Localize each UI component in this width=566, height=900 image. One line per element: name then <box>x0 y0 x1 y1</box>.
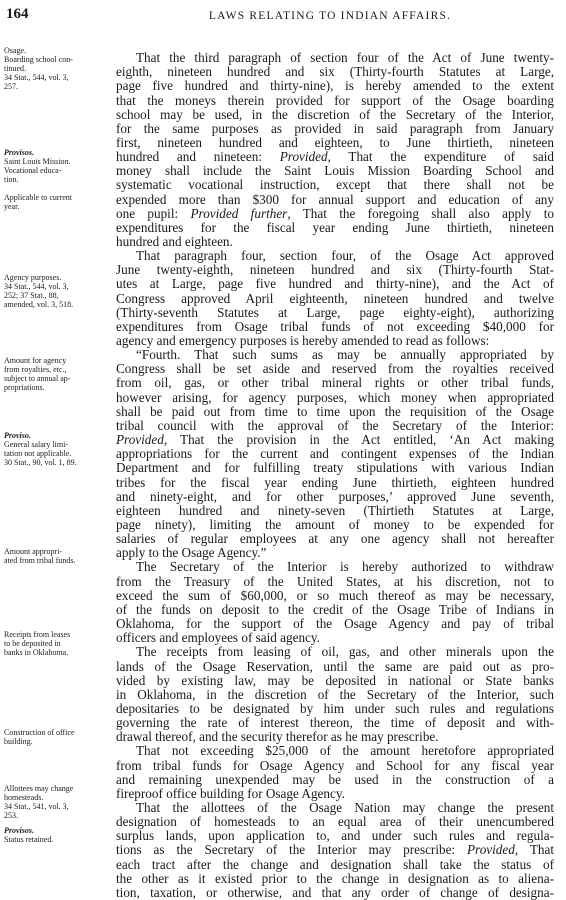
body-line: from tribal funds for Osage Agency and School for any fiscal year <box>116 757 554 773</box>
margin-note-status-retained: Provisos. Status retained. <box>4 826 54 844</box>
body-line: (Thirty-seventh Statutes at Large, page eighty-eight), authorizing <box>116 304 554 320</box>
body-line: That the allottees of the Osage Nation may change the present <box>136 800 554 815</box>
body-line: each tract after the change and designation shall take the status of <box>116 856 554 872</box>
body-line: tions as the Secretary of the Interior may prescribe: Provided, That <box>116 842 554 858</box>
margin-note-receipts: Receipts from leases to be deposited in banks in Oklahoma. <box>4 630 71 657</box>
body-line: in Oklahoma, in the discretion of the Secretary of the Interior, such <box>116 686 554 702</box>
body-line: money shall include the Saint Louis Mission Boarding School and <box>116 163 554 179</box>
margin-note-construction: Construction of office building. <box>4 728 75 746</box>
body-line: eighth, nineteen hundred and six (Thirty-fourth Statutes at Large, <box>116 64 554 80</box>
margin-note-proviso: Proviso. General salary limi- tation not applicable. 30 Stat., 90, vol. 1, 89. <box>4 431 77 467</box>
margin-note-amount-agency: Amount for agency from royalties, etc., subject to annual ap- propriations. <box>4 356 71 392</box>
body-line: tribes for the fiscal year ending June thirtieth, eighteen hundred <box>116 474 554 490</box>
margin-note-allottees: Allottees may change homesteads. 34 Stat., 541, vol. 3, 253. <box>4 784 74 820</box>
body-line: tribal council with the approval of the Secretary of the Interior: <box>116 417 554 433</box>
body-line: designation of homesteads to an equal area of their unencumbered <box>116 814 554 830</box>
body-line: That the third paragraph of section four of the Act of June twenty- <box>136 50 554 65</box>
body-line: Congress shall be set aside and reserved from the royalties received <box>116 361 554 377</box>
body-line: tion, taxation, or otherwise, and that any order of change of designa- <box>116 884 554 900</box>
body-line: Oklahoma, for the support of the Osage Agency and pay of tribal <box>116 616 554 631</box>
body-line: exceed the sum of $60,000, or so much thereof as may be necessary, <box>116 587 554 603</box>
body-line: first, nineteen hundred and eighteen, to June thirtieth, nineteen <box>116 134 554 150</box>
body-line: school may be used, in the discretion of the Secretary of the Interior, <box>116 106 554 122</box>
body-line: fireproof office building for Osage Agency. <box>116 785 345 801</box>
margin-note-osage: Osage. Boarding school con- tinued. 34 Stat., 544, vol. 3, 257. <box>4 46 73 91</box>
margin-note-agency-purposes: Agency purposes. 34 Stat., 544, vol. 3, 252; 37 Stat., 88, amended, vol. 3, 518. <box>4 273 74 309</box>
body-line: appropriations for the current and contingent expenses of the Indian <box>116 446 554 462</box>
body-line: expenditures for the fiscal year ending June thirtieth, nineteen <box>116 219 554 235</box>
body-line: page five hundred and thirty-nine), is hereby amended to the extent <box>116 78 554 94</box>
body-line: of the funds on deposit to the credit of the Osage Tribe of Indians in <box>116 601 554 617</box>
body-line: expended more than $300 for annual support and education of any <box>116 191 554 207</box>
body-line: one pupil: Provided further, That the foregoing shall also apply to <box>116 205 555 221</box>
body-line: and ninety-eight, and for other purposes,’ approved June seventh, <box>116 488 554 504</box>
body-line: expenditures from Osage tribal funds of not exceeding $40,000 for <box>116 318 554 334</box>
body-line: Department and for fulfilling treaty stipulations with various Indian <box>116 460 554 476</box>
body-line: drawal thereof, and the security therefor as he may prescribe. <box>116 729 439 745</box>
body-line: for the same purposes as provided in said paragraph from January <box>116 120 554 136</box>
body-line: shall be paid out from time to time upon the requisition of the Osage <box>116 403 554 419</box>
page-number: 164 <box>6 6 29 22</box>
body-line: “Fourth. That such sums as may be annually appropriated by <box>136 347 554 363</box>
body-line: hundred and nineteen: Provided, That the expenditure of said <box>116 149 555 165</box>
running-title: LAWS RELATING TO INDIAN AFFAIRS. <box>208 10 452 22</box>
body-line: officers and employees of said agency. <box>116 630 320 646</box>
body-line: however arising, for agency purposes, which money when appropriated <box>116 389 554 405</box>
margin-note-amount-appropriated: Amount appropri- ated from tribal funds. <box>4 547 76 565</box>
body-line: depositaries to be designated by him under such rules and regulations <box>116 700 554 716</box>
body-line: eighteen hundred and ninety-seven (Thirtieth Statutes at Large, <box>116 502 554 518</box>
body-line: That not exceeding $25,000 of the amount heretofore appropriated <box>136 743 554 759</box>
body-line: from oil, gas, or other tribal mineral rights or other tribal funds, <box>116 375 554 391</box>
body-line: surplus lands, upon application to, and under such rules and regula- <box>116 828 554 844</box>
body-line: apply to the Osage Agency.” <box>116 545 267 561</box>
margin-note-provisos: Provisos. Saint Louis Mission. Vocational educa- tion. <box>4 148 71 184</box>
body-line: page ninety), limiting the amount of money to be expended for <box>116 517 554 532</box>
body-line: governing the rate of interest thereon, the time of deposit and with- <box>116 715 554 731</box>
body-line: and remaining unexpended may be used in the construction of a <box>116 771 554 787</box>
body-line: hundred and eighteen. <box>116 234 233 249</box>
body-line: Provided, That the provision in the Act entitled, ‘An Act making <box>116 432 554 448</box>
body-line: utes at Large, page five hundred and thirty-nine), and the Act of <box>116 276 554 292</box>
body-line: vided by existing law, may be deposited in national or State banks <box>116 672 554 688</box>
body-line: June twenty-eighth, nineteen hundred and six (Thirty-fourth Stat- <box>116 262 554 278</box>
body-line: salaries of regular employees at any one agency shall not hereafter <box>116 531 554 547</box>
body-line: from the Treasury of the United States, at his discretion, not to <box>116 573 554 589</box>
body-line: The Secretary of the Interior is hereby authorized to withdraw <box>136 559 554 575</box>
body-line: Congress approved April eighteenth, nineteen hundred and twelve <box>116 290 554 306</box>
margin-note-applicable: Applicable to current year. <box>4 193 72 211</box>
body-line: That paragraph four, section four, of the Osage Act approved <box>136 248 554 264</box>
body-line: lands of the Osage Reservation, until the same are paid out as pro- <box>116 658 554 674</box>
body-line: that the moneys therein provided for support of the Osage boarding <box>116 92 554 108</box>
body-line: the other as it existed prior to the change in designation as to aliena- <box>116 870 554 886</box>
body-line: systematic vocational instruction, except that there shall not be <box>116 177 554 193</box>
body-line: The receipts from leasing of oil, gas, and other minerals upon the <box>136 644 554 660</box>
body-line: agency and emergency purposes is hereby amended to read as follows: <box>116 333 490 348</box>
